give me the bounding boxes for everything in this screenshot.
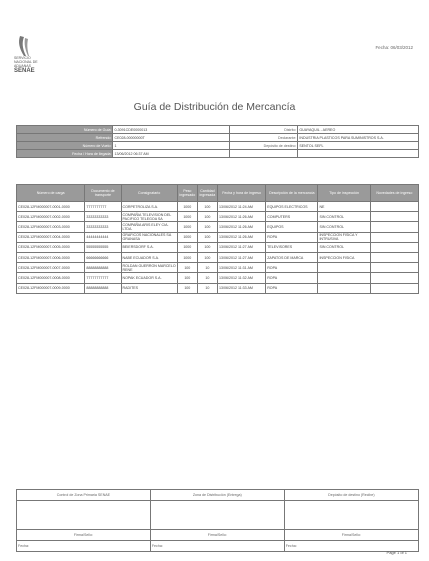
cell-numero-carga: CE028-12FM000007-0002-0000 <box>17 212 85 222</box>
cell-cantidad: 100 <box>197 212 217 222</box>
cell-numero-carga: CE028-12FM000007-0009-0000 <box>17 283 85 293</box>
sig-col3-space <box>284 501 418 530</box>
sig-col2-fecha: Fecha: <box>150 541 284 552</box>
cell-novedades <box>370 263 418 273</box>
guide-info-table <box>16 125 419 158</box>
cell-fecha: 13/06/2012 11:32 AM <box>217 273 265 283</box>
cell-documento: 88888888888 <box>85 283 121 293</box>
cell-consignatario: GRAFICOS NACIONALES SA GRANASA <box>121 232 177 242</box>
cell-consignatario: RADITES <box>121 283 177 293</box>
table-row <box>17 232 419 242</box>
sig-col2-space <box>150 501 284 530</box>
cell-consignatario: ROLDAN GUERRON MARCELO RENE <box>122 263 176 272</box>
cell-cantidad: 100 <box>197 242 217 252</box>
cell-numero-carga: CE028-12FM000007-0007-0000 <box>17 263 85 273</box>
cell-fecha: 13/06/2012 11:27 AM <box>217 242 265 252</box>
cell-novedades <box>370 252 418 262</box>
cell-consignatario: COMPAÑIA TELEVISION DEL PACIFICO TELEGOA SA <box>121 212 177 222</box>
cargo-table-body <box>17 202 419 294</box>
empty-value <box>298 150 419 158</box>
senae-logo <box>14 34 54 84</box>
cell-numero-carga: CE028-12FM000007-0008-0000 <box>17 273 85 283</box>
cell-novedades <box>370 232 418 242</box>
cell-consignatario: COMPAÑIA ARIS ELEY CIA. LTDA. <box>121 222 177 232</box>
cell-descripcion: ROPA <box>266 263 318 273</box>
deposito-value: SENTOL SEFL <box>298 142 419 150</box>
cell-tipo: INSPECCION FISICA Y INTRUSIVA <box>318 232 370 242</box>
cell-numero-carga: CE028-12FM000007-0001-0000 <box>17 202 85 212</box>
cell-descripcion: ZAPATOS DE MARCA <box>266 252 318 262</box>
fecha-llegada-value: 13/06/2012 06:37 AM <box>113 150 230 158</box>
cell-novedades <box>370 202 418 212</box>
cell-descripcion: ROPA <box>266 273 318 283</box>
cell-peso: 1000 <box>177 232 197 242</box>
cell-peso: 1000 <box>177 212 197 222</box>
cell-numero-carga: CE028-12FM000007-0003-0000 <box>17 222 85 232</box>
cell-descripcion: EQUIPOS <box>266 222 318 232</box>
table-row <box>17 242 419 252</box>
cell-documento: 44444444444 <box>85 232 121 242</box>
cell-tipo: INSPECCION FISICA <box>318 252 370 262</box>
signature-table <box>16 489 419 552</box>
col-cantidad: Cantidad ingresada <box>197 185 217 202</box>
fecha-value: 06/03/2012 <box>390 45 413 50</box>
cell-peso: 100 <box>177 263 197 273</box>
cell-peso: 100 <box>177 273 197 283</box>
cell-cantidad: 10 <box>197 283 217 293</box>
distrito-label: Distrito: <box>230 126 298 134</box>
table-row <box>17 263 419 273</box>
fecha-label: Fecha: <box>375 45 390 50</box>
empty-label <box>230 150 298 158</box>
document-page <box>8 8 421 553</box>
cell-cantidad: 10 <box>197 263 217 273</box>
cell-cantidad: 10 <box>197 273 217 283</box>
cell-fecha: 13/06/2012 11:31 AM <box>217 263 265 273</box>
cell-novedades <box>370 242 418 252</box>
sig-col1-fecha: Fecha: <box>17 541 151 552</box>
logo-line-2: NACIONAL DE <box>14 60 38 64</box>
sig-col2-title: Zona de Distribución (Entrega) <box>150 490 284 501</box>
col-descripcion: Descripción de la mercancía <box>266 185 318 202</box>
logo-line-3: ADUANAS <box>14 64 31 68</box>
cell-peso: 1000 <box>177 242 197 252</box>
table-row <box>17 202 419 212</box>
sig-col3-firma: Firma/Sello: <box>284 530 418 541</box>
cell-tipo: SIN CONTROL <box>318 222 370 232</box>
condor-emblem-icon <box>14 34 54 58</box>
manifiesto-value: 1 <box>113 142 230 150</box>
col-peso: Peso ingresado <box>177 185 197 202</box>
cell-tipo <box>318 263 370 273</box>
cell-descripcion: ROPA <box>266 232 318 242</box>
declarante-label: Declarante: <box>230 134 298 142</box>
table-row <box>17 252 419 262</box>
cell-documento: 88888888888 <box>85 263 121 273</box>
logo-text <box>14 56 54 74</box>
cell-peso: 1000 <box>177 222 197 232</box>
sig-col2-firma: Firma/Sello: <box>150 530 284 541</box>
cell-cantidad: 100 <box>197 202 217 212</box>
cell-descripcion: EQUIPOS ELECTRICOS <box>266 202 318 212</box>
col-novedades: Novedades de ingreso <box>370 185 418 202</box>
cell-consignatario: CORPETROLIZA S.A. <box>121 202 177 212</box>
distrito-value: GUAYAQUIL - AEREO <box>298 126 419 134</box>
cell-numero-carga: CE028-12FM000007-0006-0000 <box>17 252 85 262</box>
refrendo-value: CE028-00000000T <box>113 134 230 142</box>
col-numero-carga: Número de carga <box>17 185 85 202</box>
cell-fecha: 13/06/2012 11:26 AM <box>217 232 265 242</box>
cell-documento: 33333333333 <box>85 212 121 222</box>
table-row <box>17 273 419 283</box>
cell-consignatario: BEIERSDORF S.A. <box>121 242 177 252</box>
cell-descripcion: COMPUTERS <box>266 212 318 222</box>
sig-col3-title: Depósito de destino (Recibe) <box>284 490 418 501</box>
table-row <box>17 283 419 293</box>
cell-documento: 77777777777 <box>85 273 121 283</box>
col-tipo-inspeccion: Tipo de inspección <box>318 185 370 202</box>
cell-fecha: 13/06/2012 11:27 AM <box>217 252 265 262</box>
cell-cantidad: 100 <box>197 252 217 262</box>
sig-col1-firma: Firma/Sello: <box>17 530 151 541</box>
cell-descripcion: TELEVISORES <box>266 242 318 252</box>
cell-novedades <box>370 273 418 283</box>
page-number: Page 1 of 1 <box>386 550 407 555</box>
cell-novedades <box>370 222 418 232</box>
page-title: Guía de Distribución de Mercancía <box>133 101 296 113</box>
fecha-llegada-label: Fecha / Hora de llegada: <box>17 150 113 158</box>
cell-documento: 7777777777 <box>85 202 121 212</box>
cell-fecha: 13/06/2012 11:26 AM <box>217 222 265 232</box>
deposito-label: Depósito de destino: <box>230 142 298 150</box>
cell-novedades <box>370 283 418 293</box>
sig-col1-title: Control de Zona Primaria SENAE <box>17 490 151 501</box>
cell-tipo: SIN CONTROL <box>318 212 370 222</box>
cell-documento: 66666666666 <box>85 252 121 262</box>
cell-peso: 100 <box>177 283 197 293</box>
cell-peso: 1000 <box>177 252 197 262</box>
cell-fecha: 13/06/2012 11:24 AM <box>217 202 265 212</box>
table-row <box>17 212 419 222</box>
declarante-value: INDUSTRIA PLASTICOS PARA SUMINISTROS S.A. <box>298 134 419 142</box>
cell-consignatario: NABE ECUADOR S.A. <box>121 252 177 262</box>
cell-documento: 33333333333 <box>85 222 121 232</box>
cell-fecha: 13/06/2012 11:33 AM <box>217 283 265 293</box>
cargo-table <box>16 184 419 294</box>
logo-line-1: SERVICIO <box>14 56 31 60</box>
cell-fecha: 13/06/2012 11:26 AM <box>217 212 265 222</box>
print-date <box>375 45 413 50</box>
cell-tipo: NE <box>318 202 370 212</box>
table-header-row <box>17 185 419 202</box>
table-row <box>17 222 419 232</box>
cell-tipo <box>318 283 370 293</box>
refrendo-label: Refrendo: <box>17 134 113 142</box>
col-consignatario: Consignatario <box>121 185 177 202</box>
cell-tipo <box>318 273 370 283</box>
cell-descripcion: ROPA <box>266 283 318 293</box>
cell-documento: 55555555555 <box>85 242 121 252</box>
sig-col1-space <box>17 501 151 530</box>
cell-tipo: SIN CONTROL <box>318 242 370 252</box>
numero-guia-label: Número de Guía: <box>17 126 113 134</box>
col-documento-transporte: Documento de transporte <box>85 185 121 202</box>
logo-name: SENAE <box>14 68 35 74</box>
cell-novedades <box>370 212 418 222</box>
col-fecha-ingreso: Fecha y hora de ingreso <box>217 185 265 202</box>
manifiesto-label: Número de Vuelo: <box>17 142 113 150</box>
sig-col3-fecha: Fecha: <box>284 541 418 552</box>
numero-guia-value: 0-3091CDE0000013 <box>113 126 230 134</box>
cell-consignatario: NOPAK ECUADOR S.A. <box>121 273 177 283</box>
cell-cantidad: 100 <box>197 222 217 232</box>
cell-peso: 1000 <box>177 202 197 212</box>
cell-numero-carga: CE028-12FM000007-0004-0000 <box>17 232 85 242</box>
cell-numero-carga: CE028-12FM000007-0005-0000 <box>17 242 85 252</box>
cell-cantidad: 100 <box>197 232 217 242</box>
